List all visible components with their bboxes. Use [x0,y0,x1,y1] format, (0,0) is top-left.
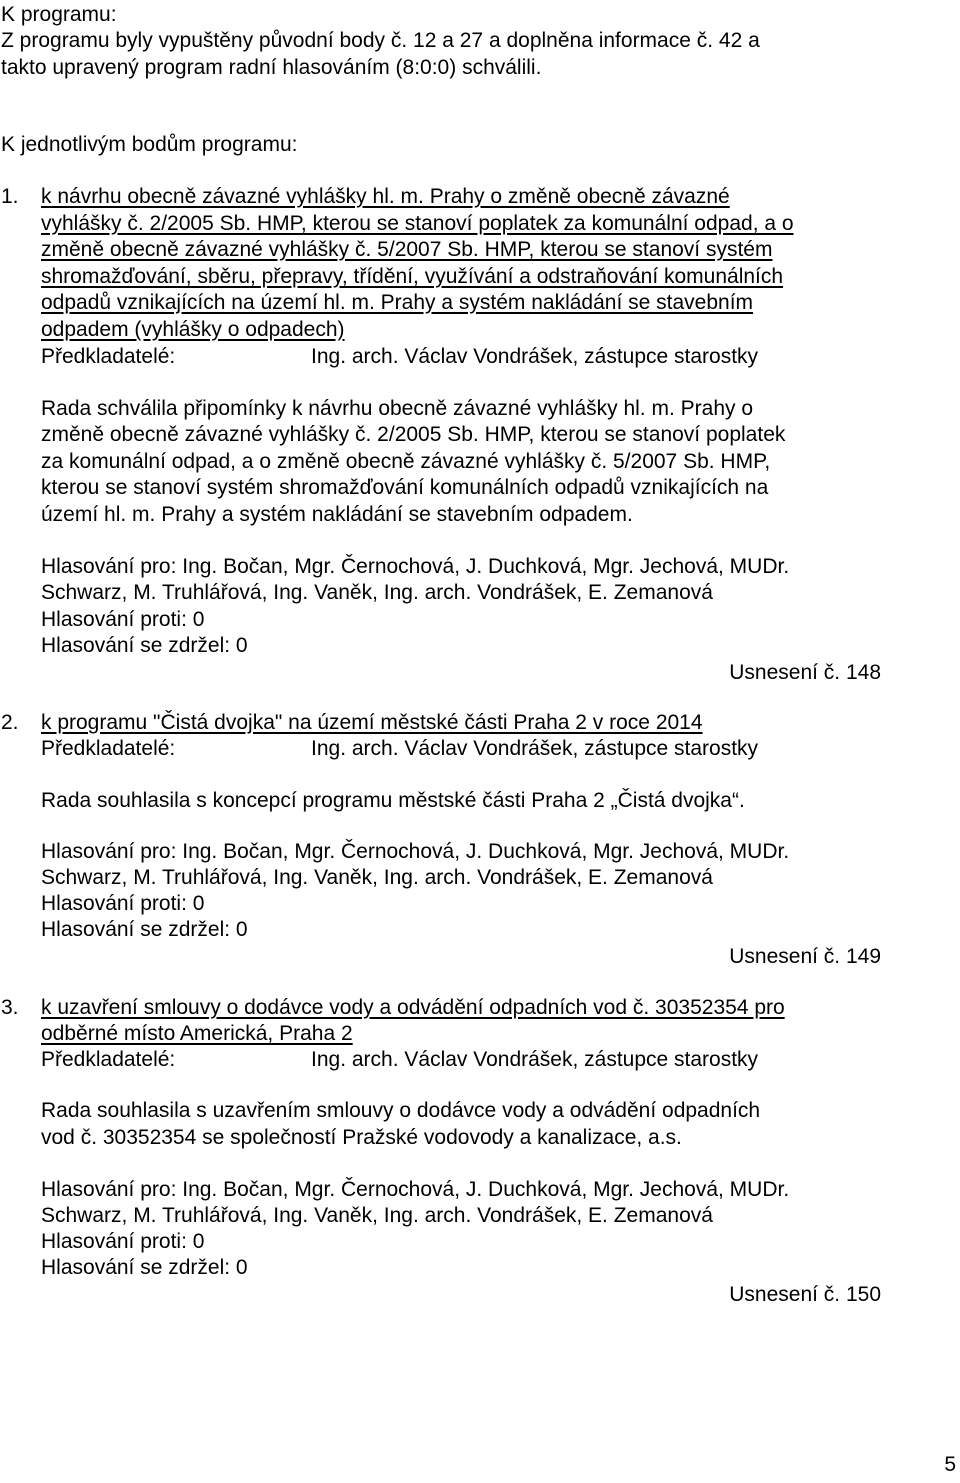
decision-line: Rada souhlasila s koncepcí programu městské části Praha 2 „Čistá dvojka“. [41,789,745,812]
item-title-line: odpadem (vyhlášky o odpadech) [41,318,345,341]
presenter-row [41,1047,759,1074]
vote-for-line: Hlasování pro: Ing. Bočan, Mgr. Černochová, J. Duchková, Mgr. Jechová, MUDr. [41,1178,790,1201]
item-number: 1. [1,185,19,208]
vote-abstain: Hlasování se zdržel: 0 [41,634,248,657]
page-number: 5 [944,1453,956,1476]
vote-for-line: Hlasování pro: Ing. Bočan, Mgr. Černochová, J. Duchková, Mgr. Jechová, MUDr. [41,840,790,863]
presenter-label: Předkladatelé: [41,1048,176,1071]
presenter-name: Ing. arch. Václav Vondrášek, zástupce starostky [311,737,759,760]
decision-line: kterou se stanoví systém shromažďování komunálních odpadů vznikajících na [41,476,769,499]
vote-for-line: Hlasování pro: Ing. Bočan, Mgr. Černochová, J. Duchková, Mgr. Jechová, MUDr. [41,555,790,578]
vote-for-line: Schwarz, M. Truhlářová, Ing. Vaněk, Ing. arch. Vondrášek, E. Zemanová [41,1204,713,1227]
vote-against: Hlasování proti: 0 [41,1230,205,1253]
vote-against: Hlasování proti: 0 [41,892,205,915]
item-title-line: k programu "Čistá dvojka" na území městské části Praha 2 v roce 2014 [41,711,703,734]
decision-line: za komunální odpad, a o změně obecně závazné vyhlášky č. 5/2007 Sb. HMP, [41,450,771,473]
vote-for-line: Schwarz, M. Truhlářová, Ing. Vaněk, Ing. arch. Vondrášek, E. Zemanová [41,581,713,604]
intro-line: takto upravený program radní hlasováním (8:0:0) schválili. [1,56,542,79]
presenter-name: Ing. arch. Václav Vondrášek, zástupce starostky [311,345,759,368]
item-title-line: odběrné místo Americká, Praha 2 [41,1022,353,1045]
item-title-line: vyhlášky č. 2/2005 Sb. HMP, kterou se stanoví poplatek za komunální odpad, a o [41,212,794,235]
intro-line: Z programu byly vypuštěny původní body č. 12 a 27 a doplněna informace č. 42 a [1,29,760,52]
item-title-line: změně obecně závazné vyhlášky č. 5/2007 Sb. HMP, kterou se stanoví systém [41,238,773,261]
presenter-label: Předkladatelé: [41,345,176,368]
intro-heading: K programu: [1,3,117,26]
resolution-number: Usnesení č. 150 [729,1283,881,1306]
presenter-row [41,344,759,371]
presenter-label: Předkladatelé: [41,737,176,760]
vote-for-line: Schwarz, M. Truhlářová, Ing. Vaněk, Ing. arch. Vondrášek, E. Zemanová [41,866,713,889]
vote-abstain: Hlasování se zdržel: 0 [41,1256,248,1279]
presenter-name: Ing. arch. Václav Vondrášek, zástupce starostky [311,1048,759,1071]
item-title-line: odpadů vznikajících na území hl. m. Prahy a systém nakládání se stavebním [41,291,754,314]
decision-line: území hl. m. Prahy a systém nakládání se stavebním odpadem. [41,503,633,526]
presenter-row [41,736,759,763]
item-title-line: shromažďování, sběru, přepravy, třídění, využívání a odstraňování komunálních [41,265,784,288]
resolution-number: Usnesení č. 149 [729,945,881,968]
decision-line: vod č. 30352354 se společností Pražské vodovody a kanalizace, a.s. [41,1126,682,1149]
vote-abstain: Hlasování se zdržel: 0 [41,918,248,941]
vote-against: Hlasování proti: 0 [41,608,205,631]
item-number: 2. [1,711,19,734]
item-number: 3. [1,996,19,1019]
item-title-line: k uzavření smlouvy o dodávce vody a odvádění odpadních vod č. 30352354 pro [41,996,785,1019]
decision-line: změně obecně závazné vyhlášky č. 2/2005 Sb. HMP, kterou se stanoví poplatek [41,423,786,446]
decision-line: Rada schválila připomínky k návrhu obecně závazné vyhlášky hl. m. Prahy o [41,397,754,420]
item-title-line: k návrhu obecně závazné vyhlášky hl. m. Prahy o změně obecně závazné [41,185,730,208]
resolution-number: Usnesení č. 148 [729,661,881,684]
section-heading: K jednotlivým bodům programu: [1,133,298,156]
decision-line: Rada souhlasila s uzavřením smlouvy o dodávce vody a odvádění odpadních [41,1099,761,1122]
